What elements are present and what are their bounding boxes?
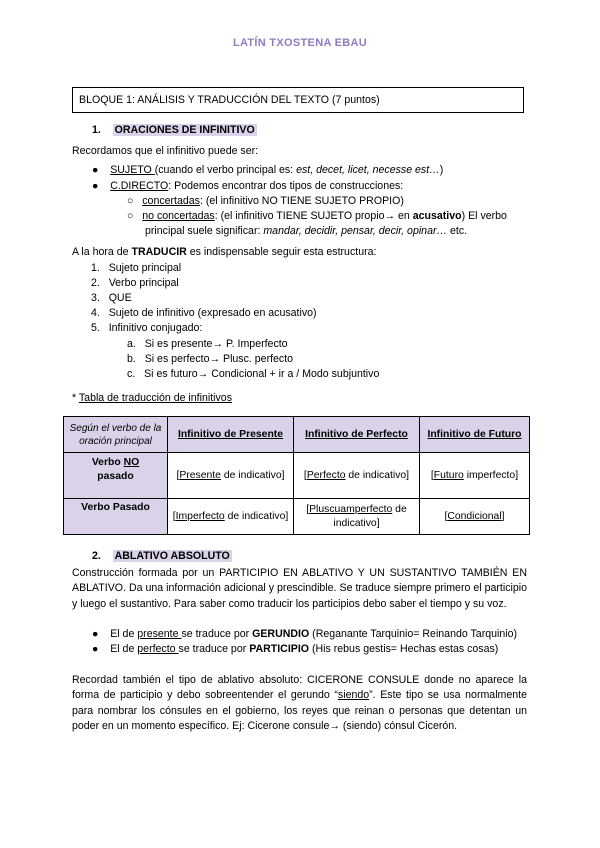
row-label-b: pasado xyxy=(97,471,134,482)
substep-b xyxy=(127,353,293,365)
substep-letter: a. xyxy=(127,338,136,350)
b1-pre: El de xyxy=(110,628,138,640)
cell-futuro-pasado xyxy=(420,499,530,535)
noconcertadas-line2-tail: etc. xyxy=(447,225,468,237)
bullet-icon: ● xyxy=(92,164,99,176)
cell-rest: ] xyxy=(501,511,505,522)
sujeto-examples: est, decet, licet, necesse est… xyxy=(296,164,440,176)
bullet-concertadas xyxy=(127,195,404,207)
traducir-pre: A la hora de xyxy=(72,246,132,258)
header-presente: Infinitivo de Presente xyxy=(168,417,294,453)
substep-text: Si es perfecto→ Plusc. perfecto xyxy=(144,353,294,365)
bullet-icon: ● xyxy=(92,628,99,640)
bullet-cdirecto xyxy=(92,180,403,192)
section2-paragraph-2 xyxy=(72,673,527,734)
b2-underlined: perfecto xyxy=(137,643,179,655)
cell-underlined: Futuro xyxy=(433,470,464,481)
traducir-bold: TRADUCIR xyxy=(131,246,187,258)
para2-underlined: siendo xyxy=(337,689,370,702)
cell-rest: de indicativo] xyxy=(224,510,289,522)
cell-underlined: Pluscuamperfecto xyxy=(309,503,393,515)
para2-a: Recordad también el tipo de ablativo absoluto: CICERONE CONSULE donde no aparece la forma de participio y debo sobreentender el gerundo “ xyxy=(72,674,527,702)
b2-tail: (His rebus gestis= Hechas estas cosas) xyxy=(309,643,499,655)
document-title: LATÍN TXOSTENA EBAU xyxy=(232,37,368,49)
cell-rest: imperfecto] xyxy=(463,470,519,481)
cell-presente-nopasado xyxy=(168,453,294,499)
b1-underlined: presente xyxy=(137,628,182,640)
bullet-icon: ● xyxy=(92,180,99,192)
bracket: [ xyxy=(176,469,180,481)
table-header-row xyxy=(64,417,530,453)
section1-heading xyxy=(92,124,257,136)
infinitive-table xyxy=(63,416,530,535)
noconcertadas-verbs: mandar, decidir, pensar, decir, opinar… xyxy=(263,225,448,237)
row-label-pasado: Verbo Pasado xyxy=(64,499,168,535)
b1-bold: GERUNDIO xyxy=(252,628,310,640)
substep-c xyxy=(127,368,379,380)
cell-rest: de indicativo] xyxy=(333,503,407,529)
step-3 xyxy=(91,292,132,304)
bracket: [ xyxy=(430,470,434,481)
bullet-noconcertadas xyxy=(127,210,507,222)
bracket: [ xyxy=(172,510,176,522)
sujeto-close: ) xyxy=(439,164,444,176)
concertadas-text: : (el infinitivo NO TIENE SUJETO PROPIO) xyxy=(199,195,404,207)
b2-bold: PARTICIPIO xyxy=(249,643,310,655)
step-number: 2. xyxy=(91,277,100,289)
noconcertadas-text: : (el infinitivo TIENE SUJETO propio→ en xyxy=(214,210,413,222)
bullet-sujeto xyxy=(92,164,443,176)
cell-presente-pasado xyxy=(168,499,294,535)
section2-heading xyxy=(92,550,232,562)
bullet-perfecto xyxy=(92,643,498,655)
bloque-title: BLOQUE 1: ANÁLISIS Y TRADUCCIÓN DEL TEXTO (7 puntos) xyxy=(79,94,380,106)
step-5 xyxy=(91,322,202,334)
header-futuro: Infinitivo de Futuro xyxy=(420,417,530,453)
cell-perfecto-pasado xyxy=(294,499,420,535)
table-row xyxy=(64,499,530,535)
section1-number: 1. xyxy=(92,124,101,136)
traducir-post: es indispensable seguir esta estructura: xyxy=(186,246,377,258)
cell-rest: de indicativo] xyxy=(345,470,410,481)
step-text: Sujeto de infinitivo (expresado en acusativo) xyxy=(108,307,317,319)
noconcertadas-line2-text: principal suele significar: xyxy=(145,225,264,237)
substep-text: Si es futuro→ Condicional + ir a / Modo subjuntivo xyxy=(144,368,380,380)
table-row xyxy=(64,453,530,499)
step-2 xyxy=(91,277,179,289)
step-4 xyxy=(91,307,317,319)
cell-underlined: Perfecto xyxy=(306,470,346,481)
cdirecto-text: : Podemos encontrar dos tipos de construcciones: xyxy=(168,180,404,192)
step-text: Verbo principal xyxy=(108,277,179,289)
bloque-box xyxy=(72,87,524,113)
cdirecto-label: C.DIRECTO xyxy=(110,180,169,192)
concertadas-label: concertadas xyxy=(142,195,200,207)
para2-b: ”. Este tipo se usa normalmente para nombrar los cónsules en el gobierno, los reyes que reinan o personas que detentan un poder en un momento específico. Ej: Cicerone consule→ (siendo) cónsul Cicerón. xyxy=(72,689,527,732)
row-label-no: NO xyxy=(123,457,140,468)
section1-title: ORACIONES DE INFINITIVO xyxy=(114,124,255,136)
cell-underlined: Condicional xyxy=(447,511,502,522)
table-corner: Según el verbo de la oración principal xyxy=(64,417,168,453)
traducir-line xyxy=(72,246,376,258)
caption-star: * xyxy=(72,392,79,404)
step-text: Sujeto principal xyxy=(108,262,182,274)
row-label-a: Verbo xyxy=(91,457,124,468)
step-text: QUE xyxy=(108,292,132,304)
step-number: 5. xyxy=(91,322,100,334)
section2-number: 2. xyxy=(92,550,101,562)
section2-title: ABLATIVO ABSOLUTO xyxy=(114,550,230,562)
substep-text: Si es presente→ P. Imperfecto xyxy=(144,338,288,350)
row-label-no-pasado xyxy=(64,453,168,499)
step-text: Infinitivo conjugado: xyxy=(108,322,203,334)
noconcertadas-line2 xyxy=(145,225,467,237)
step-number: 4. xyxy=(91,307,100,319)
bracket: [ xyxy=(444,511,448,522)
cell-underlined: Imperfecto xyxy=(175,510,225,522)
table-caption xyxy=(72,392,232,404)
b2-pre: El de xyxy=(110,643,138,655)
section1-intro: Recordamos que el infinitivo puede ser: xyxy=(72,145,259,157)
section2-paragraph: Construcción formada por un PARTICIPIO EN ABLATIVO Y UN SUSTANTIVO TAMBIÉN EN ABLATIVO. Da una información adicional y prescindible. Se traduce siempre primero el participio y luego el sustantivo. Para saber como traducir los participios debo saber el tiempo y su voz. xyxy=(72,567,527,610)
b1-mid: se traduce por xyxy=(181,628,253,640)
header-perfecto: Infinitivo de Perfecto xyxy=(294,417,420,453)
bracket: [ xyxy=(306,503,310,515)
bracket: [ xyxy=(303,470,307,481)
step-number: 3. xyxy=(91,292,100,304)
step-1 xyxy=(91,262,181,274)
bullet-icon: ● xyxy=(92,643,99,655)
cell-futuro-nopasado xyxy=(420,453,530,499)
sujeto-label: SUJETO xyxy=(110,164,155,176)
circle-bullet-icon: ○ xyxy=(127,195,134,207)
b1-tail: (Reganante Tarquinio= Reinando Tarquinio) xyxy=(309,628,518,640)
noconcertadas-bold: acusativo xyxy=(412,210,462,222)
noconcertadas-tail: ) El verbo xyxy=(461,210,507,222)
b2-mid: se traduce por xyxy=(178,643,250,655)
circle-bullet-icon: ○ xyxy=(127,210,134,222)
cell-underlined: Presente xyxy=(179,469,221,481)
cell-rest: de indicativo] xyxy=(220,469,285,481)
caption-text: Tabla de traducción de infinitivos xyxy=(78,392,232,404)
cell-perfecto-nopasado xyxy=(294,453,420,499)
step-number: 1. xyxy=(91,262,100,274)
noconcertadas-label: no concertadas xyxy=(142,210,215,222)
sujeto-text: (cuando el verbo principal es: xyxy=(154,164,297,176)
substep-letter: b. xyxy=(127,353,136,365)
substep-letter: c. xyxy=(127,368,136,380)
bullet-presente xyxy=(92,628,517,640)
substep-a xyxy=(127,338,288,350)
